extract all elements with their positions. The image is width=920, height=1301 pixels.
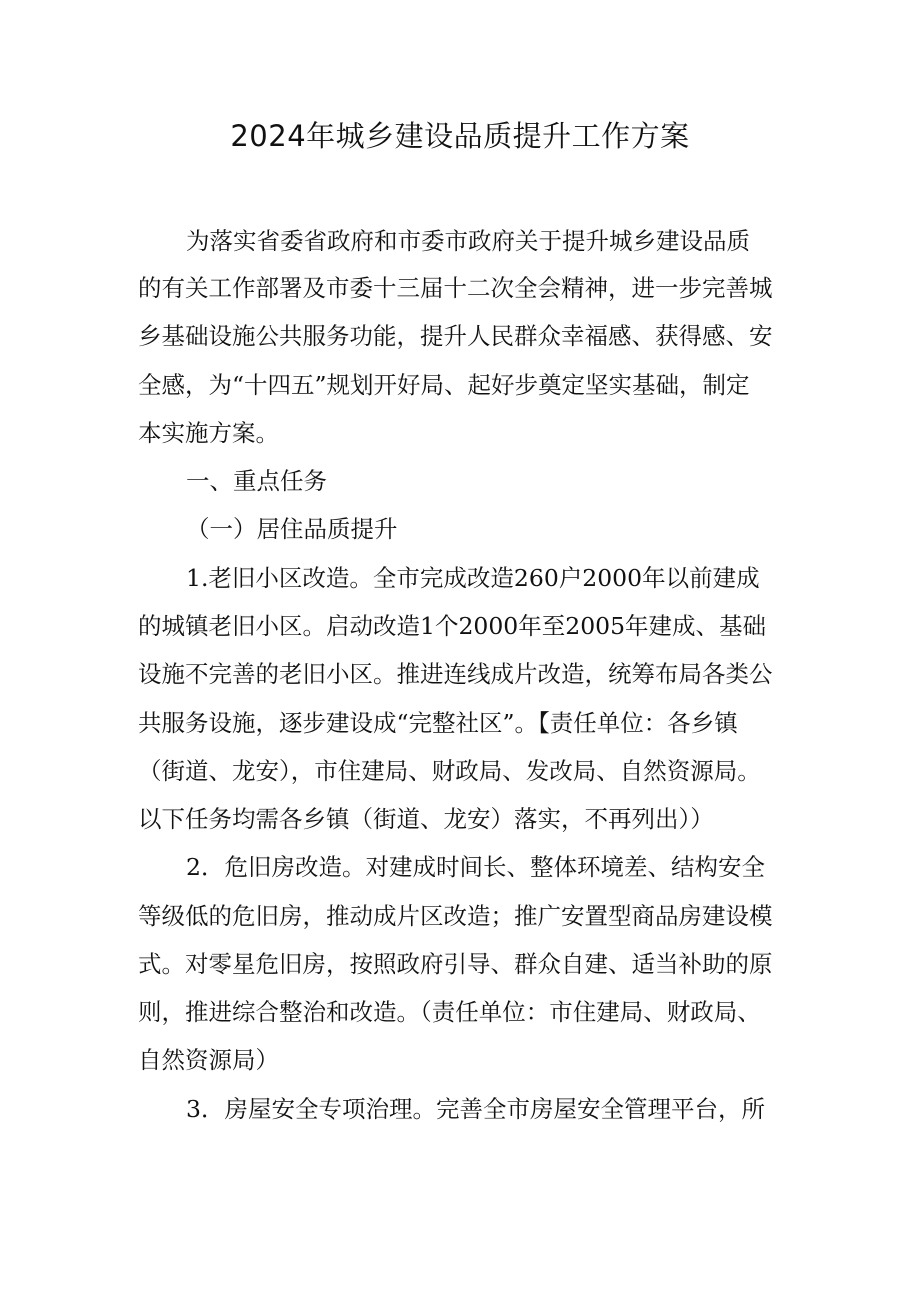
paragraph-line: 的城镇老旧小区。启动改造1个2000年至2005年建成、基础 [138, 612, 767, 640]
paragraph-line: 以下任务均需各乡镇（街道、龙安）落实，不再列出）） [138, 805, 714, 833]
paragraph-line: 等级低的危旧房，推动成片区改造；推广安置型商品房建设模 [138, 902, 773, 930]
paragraph-line: 本实施方案。 [138, 419, 279, 447]
section-heading: 一、重点任务 [186, 467, 327, 495]
paragraph-line: 共服务设施，逐步建设成“完整社区”。【责任单位：各乡镇 [138, 709, 738, 737]
paragraph-line: 全感，为“十四五”规划开好局、起好步奠定坚实基础，制定 [138, 371, 750, 399]
paragraph-line: 为落实省委省政府和市委市政府关于提升城乡建设品质 [186, 227, 750, 255]
paragraph-line: 自然资源局） [138, 1046, 279, 1074]
paragraph-line: 3．房屋安全专项治理。完善全市房屋安全管理平台，所 [186, 1095, 765, 1123]
paragraph-line: 式。对零星危旧房，按照政府引导、群众自建、适当补助的原 [138, 950, 773, 978]
paragraph-line: （街道、龙安），市住建局、财政局、发改局、自然资源局。 [138, 757, 761, 785]
subsection-heading: （一）居住品质提升 [186, 515, 398, 543]
paragraph-line: 的有关工作部署及市委十三届十二次全会精神，进一步完善城 [138, 274, 773, 302]
paragraph-line: 则，推进综合整治和改造。（责任单位：市住建局、财政局、 [138, 998, 761, 1026]
paragraph-line: 2．危旧房改造。对建成时间长、整体环境差、结构安全 [186, 853, 765, 881]
paragraph-line: 乡基础设施公共服务功能，提升人民群众幸福感、获得感、安 [138, 322, 773, 350]
document-title: 2024年城乡建设品质提升工作方案 [230, 119, 690, 153]
paragraph-line: 设施不完善的老旧小区。推进连线成片改造，统筹布局各类公 [138, 660, 773, 688]
paragraph-line: 1.老旧小区改造。全市完成改造260户2000年以前建成 [186, 564, 760, 592]
